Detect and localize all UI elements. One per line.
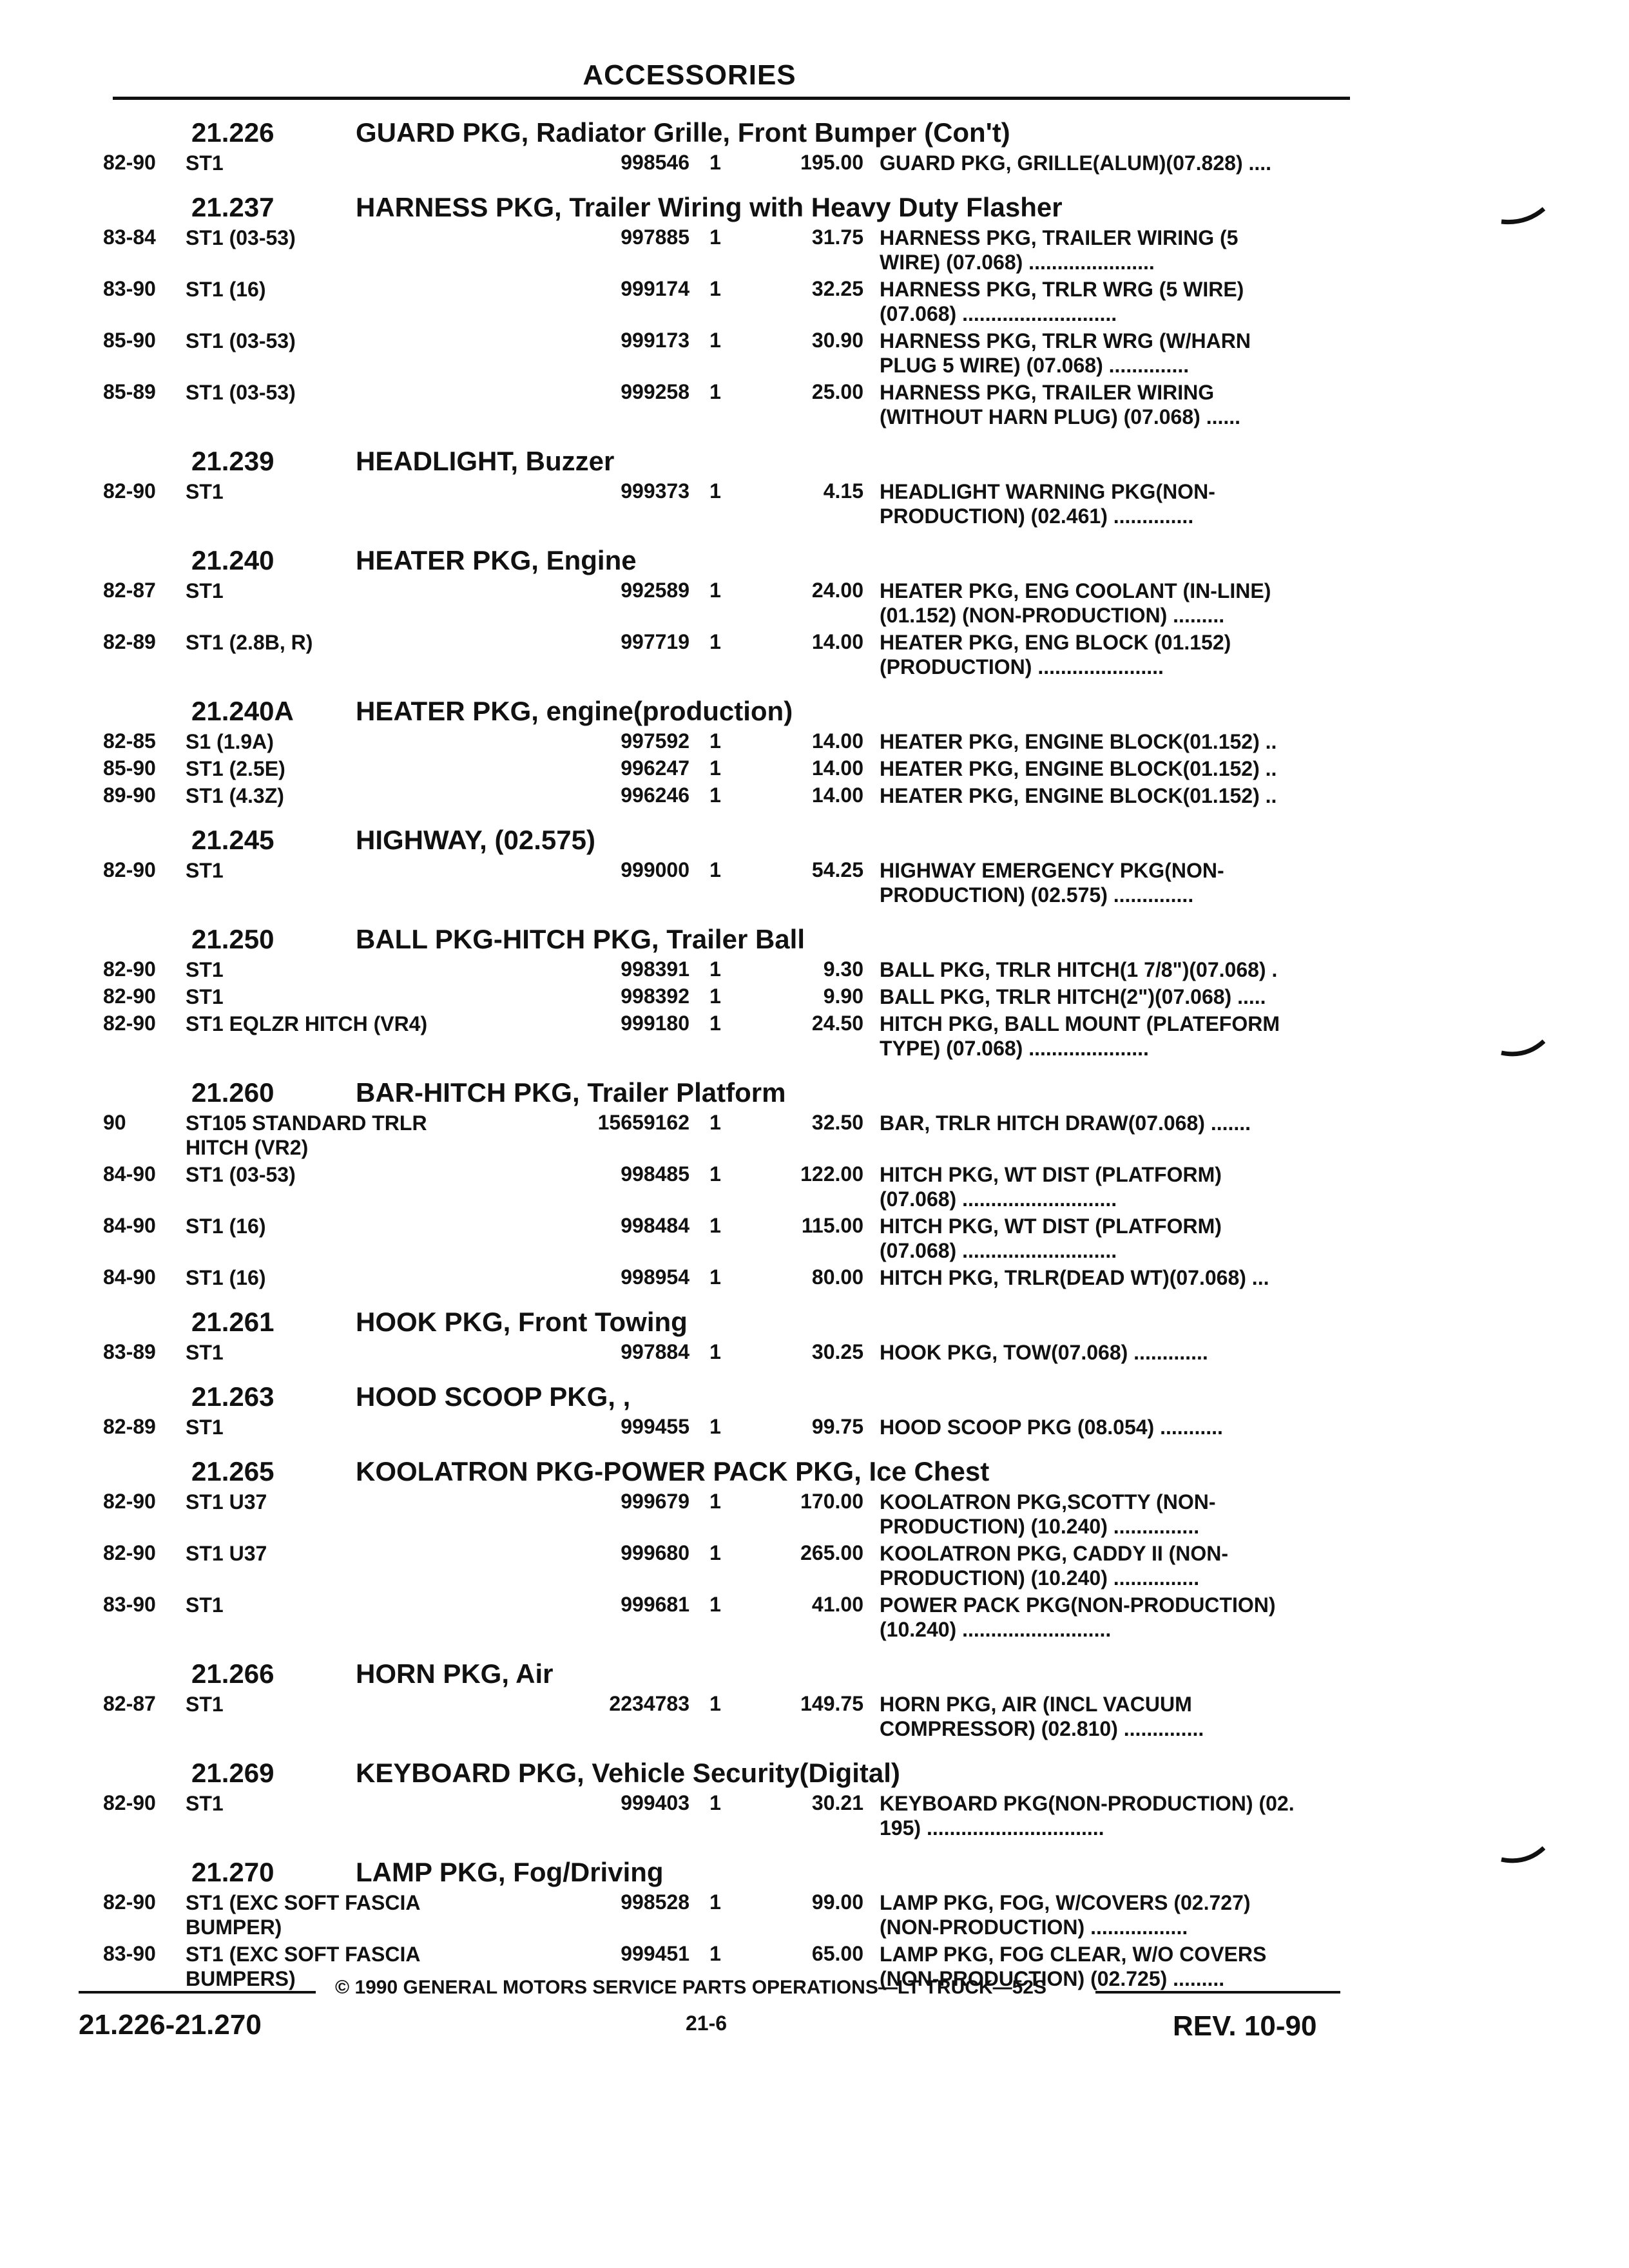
model-years: 84-90 [103,1214,156,1237]
price: 30.90 [811,329,863,352]
part-row [103,1490,1366,1541]
model-code: ST1 (EXC SOFT FASCIA BUMPERS) [186,1943,421,1990]
price: 99.75 [811,1415,863,1438]
price: 14.00 [811,756,863,780]
quantity: 1 [709,1541,721,1564]
section-title: KEYBOARD PKG, Vehicle Security(Digital) [356,1758,900,1788]
section-title: HEATER PKG, Engine [356,545,637,575]
model-years: 82-87 [103,579,156,602]
section-number: 21.240A [191,696,294,726]
section-number: 21.269 [191,1758,275,1788]
model-code: ST1 (03-53) [186,226,296,249]
quantity: 1 [709,957,721,981]
price: 30.25 [811,1340,863,1363]
model-years: 84-90 [103,1265,156,1289]
model-years: 83-84 [103,226,156,249]
section-title: HOOD SCOOP PKG, , [356,1381,631,1412]
part-description: HEATER PKG, ENGINE BLOCK(01.152) .. [880,730,1277,753]
part-number: 999679 [621,1490,689,1513]
part-description: HITCH PKG, BALL MOUNT (PLATEFORM TYPE) (07.068) ..................... [880,1012,1280,1060]
part-row [103,329,1366,380]
part-description: KOOLATRON PKG,SCOTTY (NON- PRODUCTION) (10.240) ............... [880,1490,1216,1538]
quantity: 1 [709,1942,721,1965]
part-row [103,380,1366,432]
model-years: 82-90 [103,1791,156,1814]
model-years: 82-90 [103,1012,156,1035]
model-years: 82-85 [103,729,156,753]
price: 265.00 [800,1541,863,1564]
quantity: 1 [709,1265,721,1289]
model-years: 82-89 [103,1415,156,1438]
price: 80.00 [811,1265,863,1289]
part-number: 998954 [621,1265,689,1289]
section-heading [103,820,1366,858]
part-description: POWER PACK PKG(NON-PRODUCTION) (10.240) .......................... [880,1593,1276,1641]
part-number: 999258 [621,380,689,403]
price: 41.00 [811,1593,863,1616]
quantity: 1 [709,1593,721,1616]
part-row [103,226,1366,277]
footer-page-number: 21-6 [686,2012,728,2035]
model-years: 89-90 [103,783,156,807]
part-row [103,1012,1366,1063]
part-description: HITCH PKG, TRLR(DEAD WT)(07.068) ... [880,1266,1269,1289]
price: 4.15 [823,479,863,503]
part-number: 998392 [621,985,689,1008]
quantity: 1 [709,1490,721,1513]
model-code: ST1 (03-53) [186,381,296,404]
part-row [103,858,1366,910]
model-years: 82-90 [103,985,156,1008]
model-code: ST1 (EXC SOFT FASCIA BUMPER) [186,1891,421,1939]
model-years: 83-90 [103,1593,156,1616]
quantity: 1 [709,783,721,807]
section-number: 21.245 [191,825,275,855]
page-header-title: ACCESSORIES [583,59,796,91]
part-description: HEATER PKG, ENGINE BLOCK(01.152) .. [880,784,1277,807]
part-number: 999373 [621,479,689,503]
section-heading [103,1753,1366,1791]
part-description: HEATER PKG, ENG COOLANT (IN-LINE) (01.152) (NON-PRODUCTION) ......... [880,579,1271,627]
model-code: ST1 U37 [186,1542,267,1565]
part-number: 992589 [621,579,689,602]
part-number: 999173 [621,329,689,352]
quantity: 1 [709,579,721,602]
part-number: 999455 [621,1415,689,1438]
section-title: HARNESS PKG, Trailer Wiring with Heavy Duty Flasher [356,192,1063,222]
model-years: 83-90 [103,277,156,300]
part-number: 999403 [621,1791,689,1814]
margin-checkmark-icon [1500,1845,1545,1865]
section-title: LAMP PKG, Fog/Driving [356,1857,664,1887]
quantity: 1 [709,1890,721,1914]
model-years: 90 [103,1111,126,1134]
part-description: HARNESS PKG, TRLR WRG (W/HARN PLUG 5 WIRE) (07.068) .............. [880,329,1251,377]
quantity: 1 [709,729,721,753]
quantity: 1 [709,1791,721,1814]
part-description: HOOK PKG, TOW(07.068) ............. [880,1341,1208,1364]
price: 115.00 [801,1214,863,1237]
part-number: 997592 [621,729,689,753]
section-number: 21.270 [191,1857,275,1887]
section-title: BAR-HITCH PKG, Trailer Platform [356,1077,786,1108]
section-heading [103,187,1366,226]
part-description: HORN PKG, AIR (INCL VACUUM COMPRESSOR) (02.810) .............. [880,1693,1204,1740]
quantity: 1 [709,380,721,403]
part-row [103,1541,1366,1593]
part-row [103,1593,1366,1644]
part-row [103,1214,1366,1265]
part-description: HEATER PKG, ENGINE BLOCK(01.152) .. [880,757,1277,780]
part-description: HITCH PKG, WT DIST (PLATFORM) (07.068) ........................... [880,1163,1222,1211]
model-years: 82-90 [103,1541,156,1564]
part-number: 997719 [621,630,689,653]
model-code: ST1 (16) [186,1215,266,1238]
price: 99.00 [811,1890,863,1914]
price: 25.00 [811,380,863,403]
part-row [103,1890,1366,1942]
model-code: ST1 [186,1341,224,1364]
quantity: 1 [709,985,721,1008]
section-heading [103,1451,1366,1490]
model-code: ST1 [186,579,224,602]
part-row [103,957,1366,985]
quantity: 1 [709,1214,721,1237]
section-number: 21.263 [191,1381,275,1412]
price: 54.25 [811,858,863,881]
model-code: ST1 [186,985,224,1008]
quantity: 1 [709,756,721,780]
section-title: KOOLATRON PKG-POWER PACK PKG, Ice Chest [356,1456,990,1486]
price: 31.75 [811,226,863,249]
quantity: 1 [709,151,721,174]
section-number: 21.239 [191,446,275,476]
part-number: 999180 [621,1012,689,1035]
section-title: HOOK PKG, Front Towing [356,1307,688,1337]
part-number: 999451 [621,1942,689,1965]
model-years: 85-90 [103,329,156,352]
header-rule [113,97,1350,100]
quantity: 1 [709,479,721,503]
section-number: 21.260 [191,1077,275,1108]
part-number: 999174 [621,277,689,300]
model-years: 82-90 [103,1890,156,1914]
section-title: HEATER PKG, engine(production) [356,696,793,726]
part-row [103,756,1366,783]
quantity: 1 [709,1340,721,1363]
parts-catalog [103,103,1366,1994]
part-number: 996246 [621,783,689,807]
part-description: GUARD PKG, GRILLE(ALUM)(07.828) .... [880,151,1272,175]
section-number: 21.250 [191,924,275,954]
model-code: ST1 [186,480,224,503]
footer-copyright: © 1990 GENERAL MOTORS SERVICE PARTS OPERATIONS—LT TRUCK—52S [335,1977,1046,1998]
model-years: 82-90 [103,151,156,174]
model-years: 84-90 [103,1162,156,1186]
footer-rule-right [1095,1991,1340,1994]
part-number: 998528 [621,1890,689,1914]
price: 14.00 [811,630,863,653]
part-number: 998484 [621,1214,689,1237]
part-row [103,277,1366,329]
price: 195.00 [800,151,863,174]
model-years: 85-89 [103,380,156,403]
price: 32.25 [811,277,863,300]
model-code: ST105 STANDARD TRLR HITCH (VR2) [186,1111,427,1159]
quantity: 1 [709,277,721,300]
margin-checkmark-icon [1500,206,1545,226]
part-description: BAR, TRLR HITCH DRAW(07.068) ....... [880,1111,1251,1135]
model-years: 82-89 [103,630,156,653]
price: 14.00 [811,783,863,807]
section-number: 21.240 [191,545,275,575]
section-title: HIGHWAY, (02.575) [356,825,595,855]
quantity: 1 [709,1012,721,1035]
part-number: 999000 [621,858,689,881]
model-code: ST1 (16) [186,1266,266,1289]
part-description: KOOLATRON PKG, CADDY II (NON- PRODUCTION) (10.240) ............... [880,1542,1229,1590]
model-code: ST1 [186,859,224,882]
part-description: LAMP PKG, FOG, W/COVERS (02.727) (NON-PRODUCTION) ................. [880,1891,1251,1939]
part-description: HITCH PKG, WT DIST (PLATFORM) (07.068) ........................... [880,1215,1222,1262]
part-row [103,630,1366,682]
section-heading [103,691,1366,729]
part-row [103,1340,1366,1367]
price: 122.00 [800,1162,863,1186]
part-number: 998391 [621,957,689,981]
model-code: ST1 (2.8B, R) [186,631,313,654]
section-title: GUARD PKG, Radiator Grille, Front Bumper (Con't) [356,117,1010,148]
model-code: ST1 [186,1693,224,1716]
model-years: 82-90 [103,479,156,503]
quantity: 1 [709,329,721,352]
price: 24.50 [811,1012,863,1035]
part-description: KEYBOARD PKG(NON-PRODUCTION) (02. 195) ............................... [880,1792,1295,1840]
price: 24.00 [811,579,863,602]
part-row [103,579,1366,630]
part-description: HARNESS PKG, TRAILER WIRING (WITHOUT HARN PLUG) (07.068) ...... [880,381,1241,428]
part-number: 997884 [621,1340,689,1363]
footer-section-range: 21.226-21.270 [79,2009,262,2041]
quantity: 1 [709,630,721,653]
section-number: 21.265 [191,1456,275,1486]
section-heading [103,441,1366,479]
part-description: BALL PKG, TRLR HITCH(2")(07.068) ..... [880,985,1266,1008]
part-number: 15659162 [597,1111,689,1134]
model-code: ST1 (2.5E) [186,757,285,780]
model-code: ST1 (4.3Z) [186,784,284,807]
quantity: 1 [709,858,721,881]
part-number: 999681 [621,1593,689,1616]
quantity: 1 [709,1415,721,1438]
part-description: HIGHWAY EMERGENCY PKG(NON- PRODUCTION) (02.575) .............. [880,859,1224,907]
model-years: 82-87 [103,1692,156,1715]
part-row [103,729,1366,756]
model-years: 83-89 [103,1340,156,1363]
section-heading [103,1376,1366,1415]
model-years: 82-90 [103,957,156,981]
part-row [103,1111,1366,1162]
section-number: 21.261 [191,1307,275,1337]
part-description: HOOD SCOOP PKG (08.054) ........... [880,1416,1223,1439]
part-number: 2234783 [609,1692,689,1715]
model-years: 85-90 [103,756,156,780]
model-years: 82-90 [103,1490,156,1513]
section-heading [103,1302,1366,1340]
model-code: ST1 [186,1593,224,1617]
part-number: 997885 [621,226,689,249]
part-row [103,1415,1366,1442]
price: 30.21 [811,1791,863,1814]
section-number: 21.266 [191,1658,275,1689]
part-row [103,1791,1366,1843]
part-description: HARNESS PKG, TRAILER WIRING (5 WIRE) (07.068) ...................... [880,226,1239,274]
price: 149.75 [800,1692,863,1715]
part-number: 996247 [621,756,689,780]
model-code: ST1 [186,151,224,175]
part-number: 998485 [621,1162,689,1186]
section-heading [103,1653,1366,1692]
part-row [103,1265,1366,1293]
quantity: 1 [709,226,721,249]
model-code: ST1 (16) [186,278,266,301]
model-code: ST1 [186,1416,224,1439]
section-heading [103,919,1366,957]
model-code: ST1 (03-53) [186,1163,296,1186]
part-row [103,479,1366,531]
model-code: ST1 [186,958,224,981]
price: 32.50 [811,1111,863,1134]
part-row [103,985,1366,1012]
section-number: 21.226 [191,117,275,148]
part-row [103,1692,1366,1744]
model-code: ST1 (03-53) [186,329,296,352]
model-code: S1 (1.9A) [186,730,274,753]
part-description: HEATER PKG, ENG BLOCK (01.152) (PRODUCTION) ...................... [880,631,1231,678]
price: 170.00 [800,1490,863,1513]
model-code: ST1 U37 [186,1490,267,1514]
part-row [103,783,1366,811]
section-heading [103,540,1366,579]
section-number: 21.237 [191,192,275,222]
footer-rule-left [79,1991,316,1994]
margin-checkmark-icon [1500,1039,1545,1058]
model-code: ST1 EQLZR HITCH (VR4) [186,1012,428,1035]
part-description: LAMP PKG, FOG CLEAR, W/O COVERS (NON-PRODUCTION) (02.725) ......... [880,1943,1267,1990]
section-title: HEADLIGHT, Buzzer [356,446,615,476]
part-row [103,151,1366,178]
model-years: 82-90 [103,858,156,881]
price: 65.00 [811,1942,863,1965]
price: 9.90 [823,985,863,1008]
model-code: ST1 [186,1792,224,1815]
part-description: HARNESS PKG, TRLR WRG (5 WIRE) (07.068) ........................... [880,278,1244,325]
section-heading [103,112,1366,151]
price: 9.30 [823,957,863,981]
part-number: 999680 [621,1541,689,1564]
section-heading [103,1072,1366,1111]
price: 14.00 [811,729,863,753]
part-number: 998546 [621,151,689,174]
quantity: 1 [709,1692,721,1715]
section-heading [103,1852,1366,1890]
quantity: 1 [709,1111,721,1134]
section-title: BALL PKG-HITCH PKG, Trailer Ball [356,924,805,954]
quantity: 1 [709,1162,721,1186]
model-years: 83-90 [103,1942,156,1965]
footer-revision: REV. 10-90 [1173,2010,1317,2042]
part-description: BALL PKG, TRLR HITCH(1 7/8")(07.068) . [880,958,1278,981]
part-description: HEADLIGHT WARNING PKG(NON- PRODUCTION) (02.461) .............. [880,480,1215,528]
section-title: HORN PKG, Air [356,1658,554,1689]
part-row [103,1162,1366,1214]
